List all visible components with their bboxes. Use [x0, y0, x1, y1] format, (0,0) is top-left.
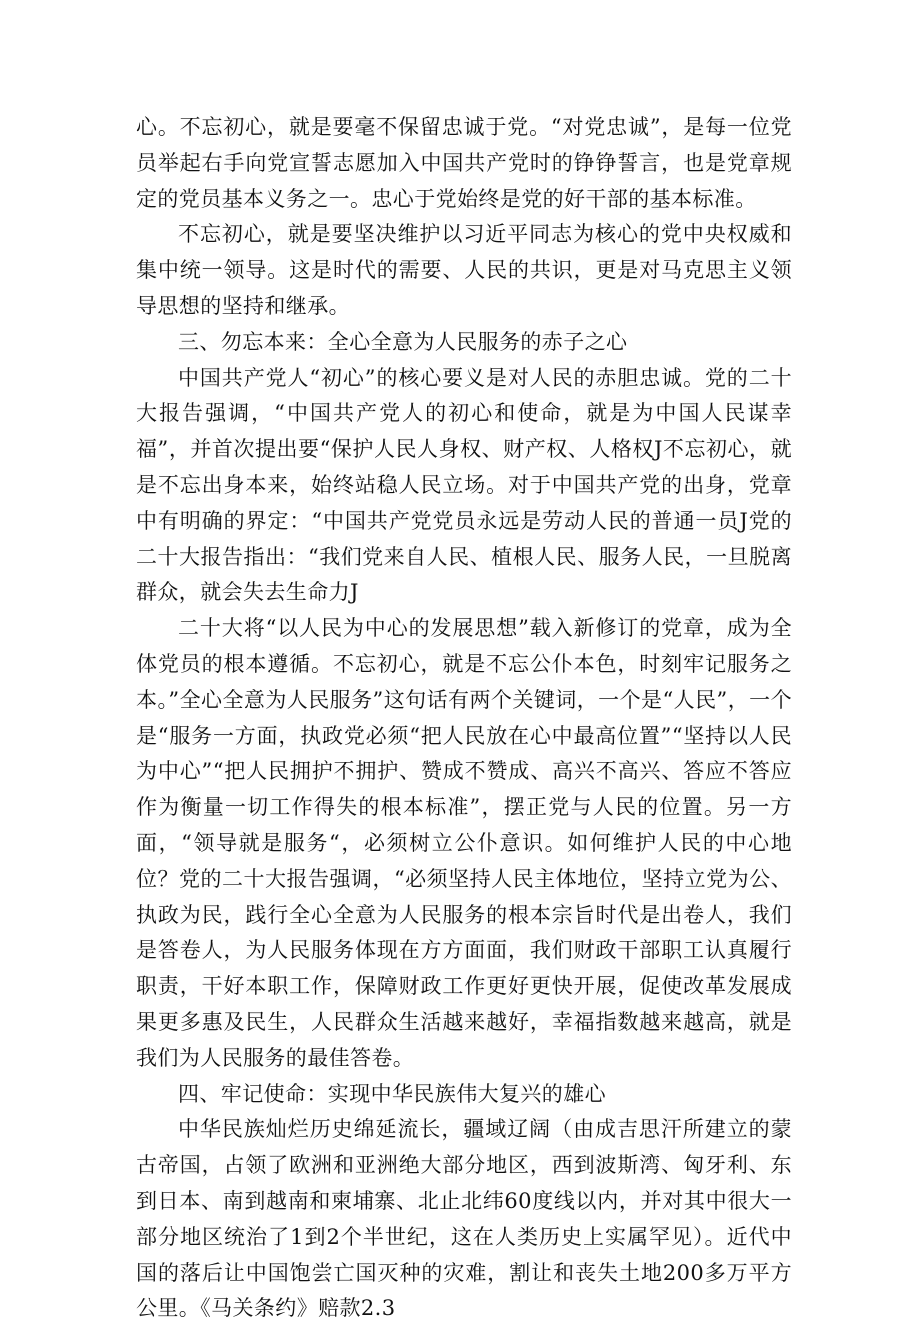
document-page [136, 110, 792, 1327]
paragraph: 二十大将“以人民为中心的发展思想”载入新修订的党章，成为全体党员的根本遵循。不忘初心，就是不忘公仆本色，时刻牢记服务之本。”全心全意为人民服务”这句话有两个关键词，一个是“人民”，一个是“服务一方面，执政党必须“把人民放在心中最高位置”“坚持以人民为中心”“把人民拥护不拥护、赞成不赞成、高兴不高兴、答应不答应作为衡量一切工作得失的根本标准”，摆正党与人民的位置。另一方面，“领导就是服务“，必须树立公仆意识。如何维护人民的中心地位？党的二十大报告强调，“必须坚持人民主体地位，坚持立党为公、执政为民，践行全心全意为人民服务的根本宗旨时代是出卷人，我们是答卷人，为人民服务体现在方方面面，我们财政干部职工认真履行职责，干好本职工作，保障财政工作更好更快开展，促使改革发展成果更多惠及民生，人民群众生活越来越好，幸福指数越来越高，就是我们为人民服务的最佳答卷。 [136, 616, 792, 1070]
section-heading-4: 四、牢记使命：实现中华民族伟大复兴的雄心 [178, 1081, 606, 1106]
paragraph: 中国共产党人“初心”的核心要义是对人民的赤胆忠诚。党的二十大报告强调，“中国共产党人的初心和使命，就是为中国人民谋幸福”，并首次提出要“保护人民人身权、财产权、人格权J不忘初心，就是不忘出身本来，始终站稳人民立场。对于中国共产党的出身，党章中有明确的界定：“中国共产党党员永远是劳动人民的普通一员J党的二十大报告指出：“我们党来自人民、植根人民、服务人民，一旦脱离群众，就会失去生命力J [136, 365, 792, 605]
paragraph: 中华民族灿烂历史绵延流长，疆域辽阔（由成吉思汗所建立的蒙古帝国，占领了欧洲和亚洲绝大部分地区，西到波斯湾、匈牙利、东到日本、南到越南和柬埔寨、北止北纬60度线以内，并对其中很大一部分地区统治了1到2个半世纪，这在人类历史上实属罕见）。近代中国的落后让中国饱尝亡国灭种的灾难，割让和丧失土地200多万平方公里。《马关条约》赔款2.3 [136, 1117, 792, 1321]
paragraph-continuation: 心。不忘初心，就是要毫不保留忠诚于党。“对党忠诚”，是每一位党员举起右手向党宣誓志愿加入中国共产党时的铮铮誓言，也是党章规定的党员基本义务之一。忠心于党始终是党的好干部的基本标准。 [136, 115, 792, 211]
section-heading-3: 三、勿忘本来：全心全意为人民服务的赤子之心 [178, 329, 628, 354]
paragraph: 不忘初心，就是要坚决维护以习近平同志为核心的党中央权威和集中统一领导。这是时代的需要、人民的共识，更是对马克思主义领导思想的坚持和继承。 [136, 222, 792, 318]
